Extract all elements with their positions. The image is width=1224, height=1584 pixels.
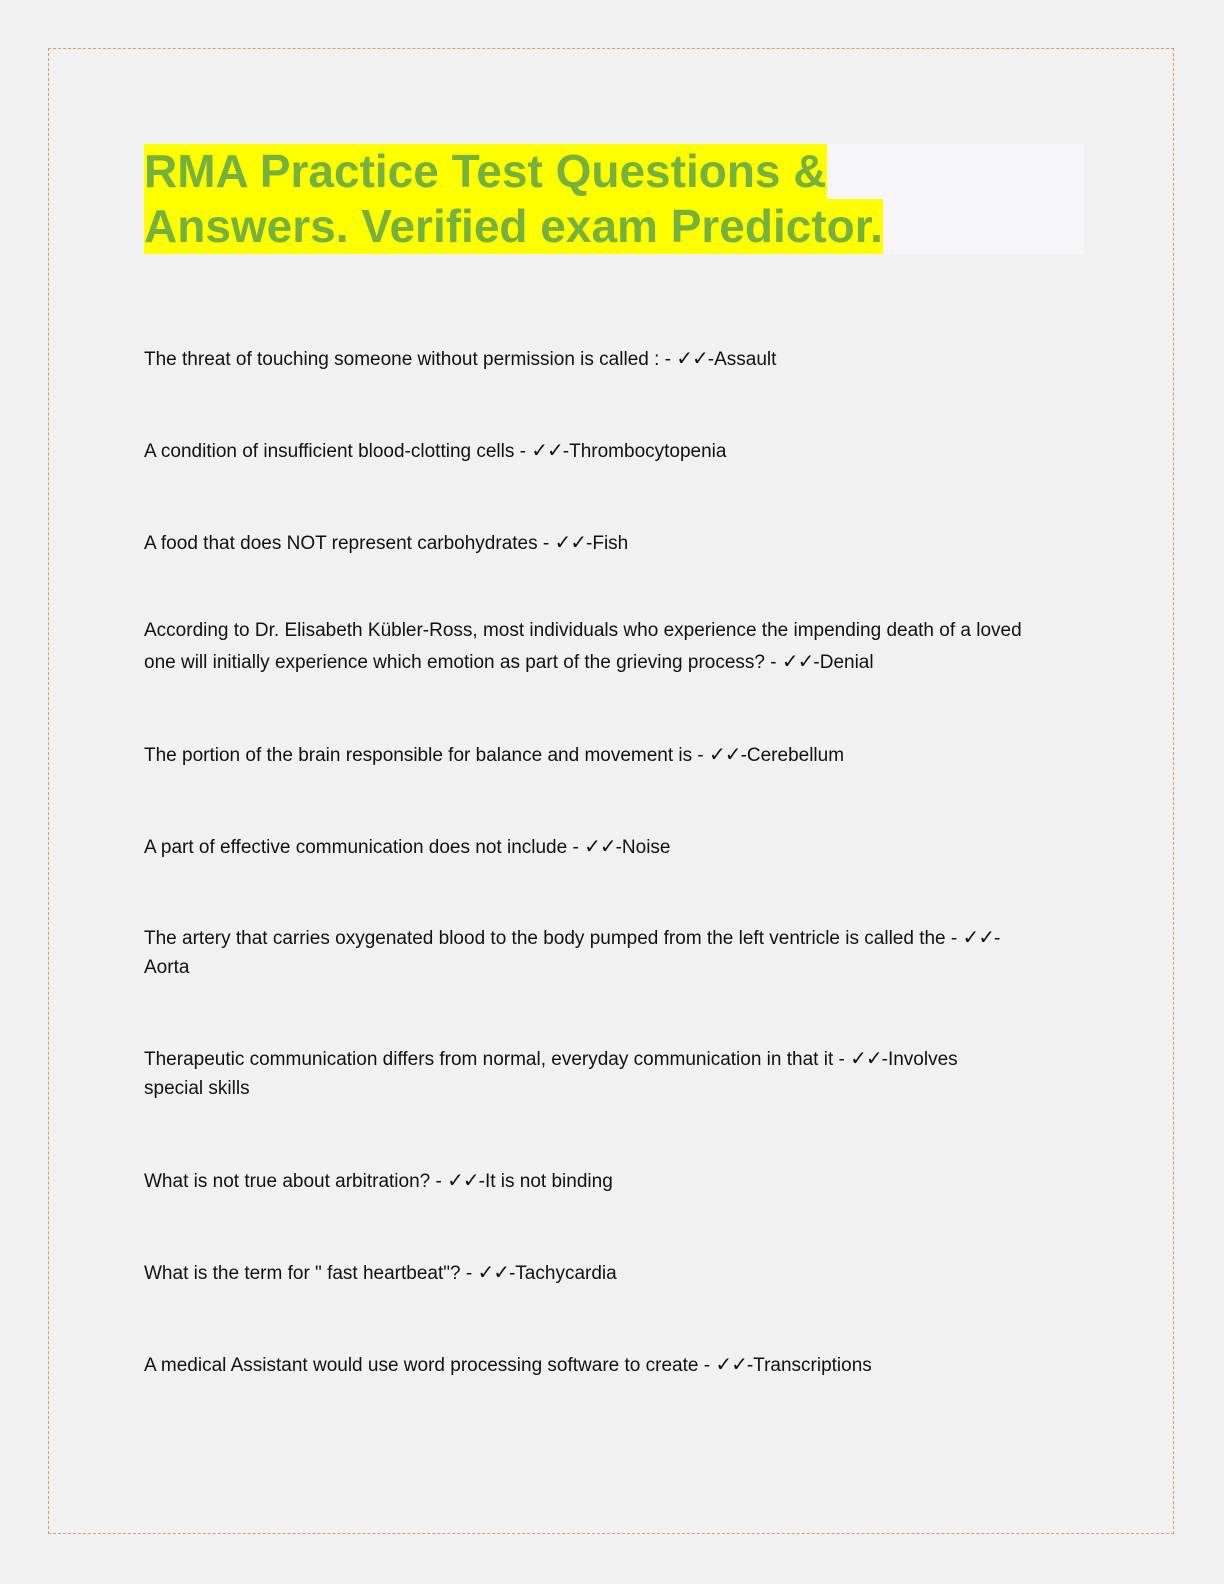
qa-answer: -Denial — [813, 652, 874, 673]
qa-answer: -Assault — [707, 349, 777, 370]
page-border — [48, 48, 1174, 1534]
check-mark-icon: ✓✓ — [676, 346, 708, 370]
qa-line — [144, 1074, 1084, 1103]
qa-line — [144, 527, 1084, 559]
qa-line — [144, 343, 1084, 375]
check-mark-icon: ✓✓ — [781, 649, 814, 673]
qa-answer: -Cerebellum — [740, 745, 845, 766]
qa-text: The threat of touching someone without permission is called : - — [144, 349, 677, 370]
qa-line — [144, 1044, 1084, 1074]
qa-answer: -Involves — [881, 1049, 958, 1070]
qa-answer: -Transcriptions — [746, 1355, 872, 1376]
qa-answer: - — [994, 928, 1001, 949]
qa-item — [144, 739, 1084, 771]
qa-item — [144, 831, 1084, 863]
document-title — [144, 144, 1084, 254]
check-mark-icon: ✓✓ — [554, 530, 587, 554]
qa-line — [144, 923, 1084, 953]
qa-item — [144, 1165, 1084, 1197]
qa-text: What is not true about arbitration? - — [144, 1171, 448, 1192]
qa-item — [144, 1257, 1084, 1289]
qa-answer: -Noise — [615, 837, 671, 858]
check-mark-icon: ✓✓ — [531, 438, 563, 462]
check-mark-icon: ✓✓ — [477, 1260, 509, 1284]
qa-text: A food that does NOT represent carbohydrates - — [144, 533, 555, 554]
qa-text: Therapeutic communication differs from normal, everyday communication in that it - — [144, 1049, 851, 1070]
qa-line — [144, 615, 1084, 646]
qa-line — [144, 435, 1084, 467]
check-mark-icon: ✓✓ — [584, 834, 616, 858]
qa-text: What is the term for " fast heartbeat"? - — [144, 1263, 478, 1284]
qa-line — [144, 1257, 1084, 1289]
check-mark-icon: ✓✓ — [715, 1352, 747, 1376]
qa-item — [144, 1349, 1084, 1381]
qa-text: Aorta — [144, 957, 190, 978]
qa-item — [144, 343, 1084, 375]
qa-line — [144, 953, 1084, 982]
qa-item — [144, 527, 1084, 559]
title-line-2: Answers. Verified exam Predictor. — [144, 200, 883, 252]
check-mark-icon: ✓✓ — [447, 1168, 479, 1192]
qa-text: A condition of insufficient blood-clotting cells - — [144, 441, 532, 462]
qa-text: The portion of the brain responsible for balance and movement is - — [144, 745, 710, 766]
qa-answer: -Fish — [586, 533, 629, 554]
qa-text: special skills — [144, 1078, 250, 1099]
qa-line — [144, 831, 1084, 863]
check-mark-icon: ✓✓ — [709, 742, 741, 766]
qa-answer: -Tachycardia — [508, 1263, 617, 1284]
qa-answer: -It is not binding — [478, 1171, 613, 1192]
qa-item — [144, 435, 1084, 467]
qa-line — [144, 1349, 1084, 1381]
qa-text: A medical Assistant would use word processing software to create - — [144, 1355, 716, 1376]
check-mark-icon: ✓✓ — [850, 1046, 882, 1070]
qa-text: one will initially experience which emotion as part of the grieving process? - — [144, 652, 782, 673]
qa-item — [144, 923, 1084, 982]
qa-text: According to Dr. Elisabeth Kübler-Ross, most individuals who experience the impending death of a loved — [144, 620, 1022, 641]
qa-line — [144, 739, 1084, 771]
title-block — [144, 144, 1084, 254]
qa-item — [144, 615, 1084, 678]
qa-text: The artery that carries oxygenated blood to the body pumped from the left ventricle is called the - — [144, 928, 963, 949]
qa-item — [144, 1044, 1084, 1103]
title-line-1: RMA Practice Test Questions & — [144, 145, 827, 197]
qa-line — [144, 1165, 1084, 1197]
qa-text: A part of effective communication does not include - — [144, 837, 585, 858]
qa-answer: -Thrombocytopenia — [562, 441, 727, 462]
qa-line — [144, 646, 1084, 678]
check-mark-icon: ✓✓ — [962, 925, 995, 949]
